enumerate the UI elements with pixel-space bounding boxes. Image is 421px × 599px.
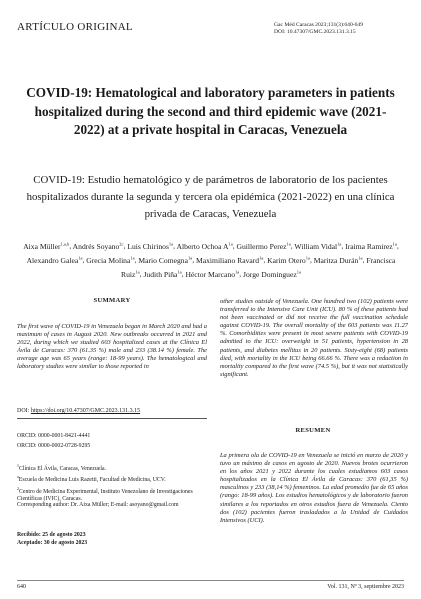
corresponding-author: Corresponding author: Dr. Aixa Müller; E-mail: asoyano@gmail.com (17, 502, 179, 508)
author-affiliation-marker: 1a (130, 255, 135, 261)
author-name-text: Maximiliano Ravard (196, 255, 260, 265)
resumen-heading: RESUMEN (295, 427, 331, 434)
author-name (27, 256, 83, 265)
author-name-text: Andrés Soyano (72, 241, 120, 251)
author-name (345, 242, 397, 251)
author-affiliation-marker: 1a (337, 241, 342, 246)
doi-link[interactable]: https://doi.org/10.47307/GMC.2023.131.3.15 (30, 408, 141, 414)
author-affiliation-marker: 1a (168, 241, 174, 246)
issue-info: Vol. 131, Nº 3, septiembre 2023 (327, 584, 404, 590)
journal-citation (274, 22, 404, 36)
author-name (243, 270, 301, 279)
affiliation-marker: a (17, 474, 19, 480)
author-affiliation-marker: 1a (305, 255, 310, 261)
author-affiliation-marker: 1a (358, 255, 363, 261)
author-name-text: Karim Otero (267, 255, 306, 265)
author-name-text: Iraima Ramirez (345, 241, 393, 251)
author-name (73, 242, 124, 251)
author-name-text: Guillermo Perez (236, 241, 287, 251)
summary-text: The first wave of COVID-19 in Venezuela began in March 2020 and had a maximum of cases in August 2020. New outbreaks occurred in 2021 and 2022, during which we studied 603 hospitalized cases at the Clínica El Ávila de Caracas: 370 (61.35 %) male and 233 (38.14 %) female. The average age was 65 years (range: 18-99 years). The hematological and laboratory studies were similar to those reported in (17, 323, 207, 371)
author-name (138, 256, 192, 265)
orcid-entry: ORCID: 0000-0002-0728-9295 (17, 442, 91, 449)
author-affiliation-marker: 1a (392, 241, 397, 246)
affiliation-text: Clínica El Ávila, Caracas, Venezuela. (19, 465, 106, 472)
author-name-text: Héctor Marcano (185, 269, 235, 279)
author-name-text: Alberto Ochoa A (176, 241, 229, 251)
author-name (143, 270, 181, 279)
journal-doi: DOI: 10.47307/GMC.2023.131.3.15 (274, 29, 356, 35)
orcid-list (17, 432, 90, 451)
summary-heading: SUMMARY (93, 297, 131, 304)
affiliation-text: Escuela de Medicina Luis Razetti, Facultad de Medicina, UCV. (18, 477, 166, 484)
affiliation-marker: 2 (17, 485, 19, 491)
affiliation-text: Centro de Medicina Experimental, Instituto Venezolano de Investigaciones Científicas (IVIC), Caracas. (17, 488, 193, 503)
journal-reference: Gac Méd Caracas 2023;131(3):640-649 (274, 22, 364, 28)
author-name (127, 242, 173, 251)
affiliations (17, 462, 207, 504)
orcid-entry: ORCID: 0000-0001-8421-4441 (17, 433, 91, 439)
affiliation-item (17, 462, 207, 473)
author-name (294, 242, 341, 251)
author-name (86, 256, 134, 265)
author-affiliation-marker: 1a (78, 255, 83, 261)
author-name (267, 256, 310, 265)
divider (17, 418, 207, 419)
author-name-text: Alexandro Galea (26, 255, 79, 265)
article-dates (17, 532, 207, 548)
author-affiliation-marker: 1a (259, 255, 264, 261)
author-name (185, 270, 239, 279)
author-name-text: William Vidal (294, 241, 338, 251)
affiliation-item (17, 485, 207, 504)
accepted-date: Aceptado: 30 de agosto 2023 (17, 539, 88, 546)
resumen-text: La primera ola de COVID-19 en Venezuela se inició en marzo de 2020 y tuvo un máximo de casos en agosto de 2020. Nuevos brotes ocurrieron en los años 2021 y 2022 durante los cuales estudiamos 603 casos hospitalizados en la Clínica El Ávila de Caracas: 370 (61,35 %) masculinos y 233 (38,14 %) femeninos. La edad promedio fue de 65 años (rango: 18-99 años). Los estudios hematológicos y de laboratorio fueron similares a los reportados en otros estudios fuera de Venezuela. Ciento dos (102) pacientes fueron trasladados a la Unidad de Cuidados Intensivos (UCI). (220, 452, 408, 524)
author-list: Aixa Müller$^{1,a,b}$, Andrés Soyano$^{2c}$, Luis Chirinos$^{1a}$, Alberto Ochoa $A^{1a}$, Guillermo Perez$^{1a}$, William Vidal$^{1a}$, Iraima Ramirez$^{1a}$, Alexandro Galea$^{1a}$, Grecia Molina$^{1a}$, Mario Comegna$^{1a}$, Maximiliano Ravard$^{1a}$, Karim Otero$^{1a}$, Maritza Durán$^{1a}$, Francisca Ruiz$^{1a}$, Judith Piña$^{1a}$, Héctor Marcano$^{1a}$, Jorge Dominguez$^{1a}$ (23, 241, 399, 279)
footer-rule (17, 580, 404, 581)
article-title-spanish: COVID-19: Estudio hematológico y de parámetros de laboratorio de los pacientes hospitalizados durante la segunda y tercera ola epidémica (2021-2022) en una clínica privada de Caracas, Venezuela (26, 174, 395, 220)
author-name-text: Luis Chirinos (127, 241, 169, 251)
author-affiliation-marker: 1a (177, 269, 182, 275)
received-date: Recibido: 25 de agosto 2023 (17, 532, 86, 538)
author-affiliation-marker: 1,a,b (60, 241, 70, 246)
affiliation-item (17, 473, 207, 484)
author-name-text: Aixa Müller (23, 241, 61, 251)
author-name (23, 242, 69, 251)
author-affiliation-marker: 1a (235, 269, 240, 275)
author-affiliation-marker: 1a (296, 269, 301, 275)
author-name-text: Francisca Ruiz (121, 255, 396, 279)
summary-text-continued: other studies outside of Venezuela. One hundred two (102) patients were transferred to the Intensive Care Unit (ICU). 80 % of these patients had not been vaccinated or did not receive the full vaccination schedule against COVID-19. The overall mortality of the 603 patients was 11.27 %. Comorbidities were present in most severe patients with COVID-19 admitted to the ICU: overweight in 51 patients, hypertension in 28 patients, and diabetes mellitus in 20 patients. Sixty-eight (68) patients died, with mortality in the ICU being 66.66 %. There was a reduction in mortality compared to the first wave (74.5 %), but it was not statistically significant. (220, 298, 408, 378)
author-affiliation-marker: 1a (286, 241, 291, 246)
author-name-text: Maritza Durán (313, 255, 359, 265)
author-affiliation-marker: 1a (135, 269, 140, 275)
author-name (196, 256, 263, 265)
author-name (236, 242, 290, 251)
article-title-english: COVID-19: Hematological and laboratory parameters in patients hospitalized during the second and third epidemic wave (2021-2022) at a private hospital in Caracas, Venezuela (26, 85, 395, 137)
author-affiliation-marker: 2c (119, 241, 124, 246)
author-name-text: Grecia Molina (86, 255, 131, 265)
author-name (177, 242, 233, 251)
author-affiliation-marker: 1a (228, 241, 233, 246)
affiliation-marker: 1 (17, 463, 19, 468)
doi-line (17, 408, 140, 414)
doi-label: DOI: (17, 408, 30, 414)
author-name-text: Judith Piña (143, 269, 178, 279)
author-name (314, 256, 363, 265)
page-number: 640 (17, 584, 26, 590)
author-name-text: Jorge Dominguez (243, 269, 297, 279)
author-name-text: Mario Comegna (138, 255, 188, 265)
section-label: ARTÍCULO ORIGINAL (17, 21, 133, 33)
author-affiliation-marker: 1a (187, 255, 193, 261)
